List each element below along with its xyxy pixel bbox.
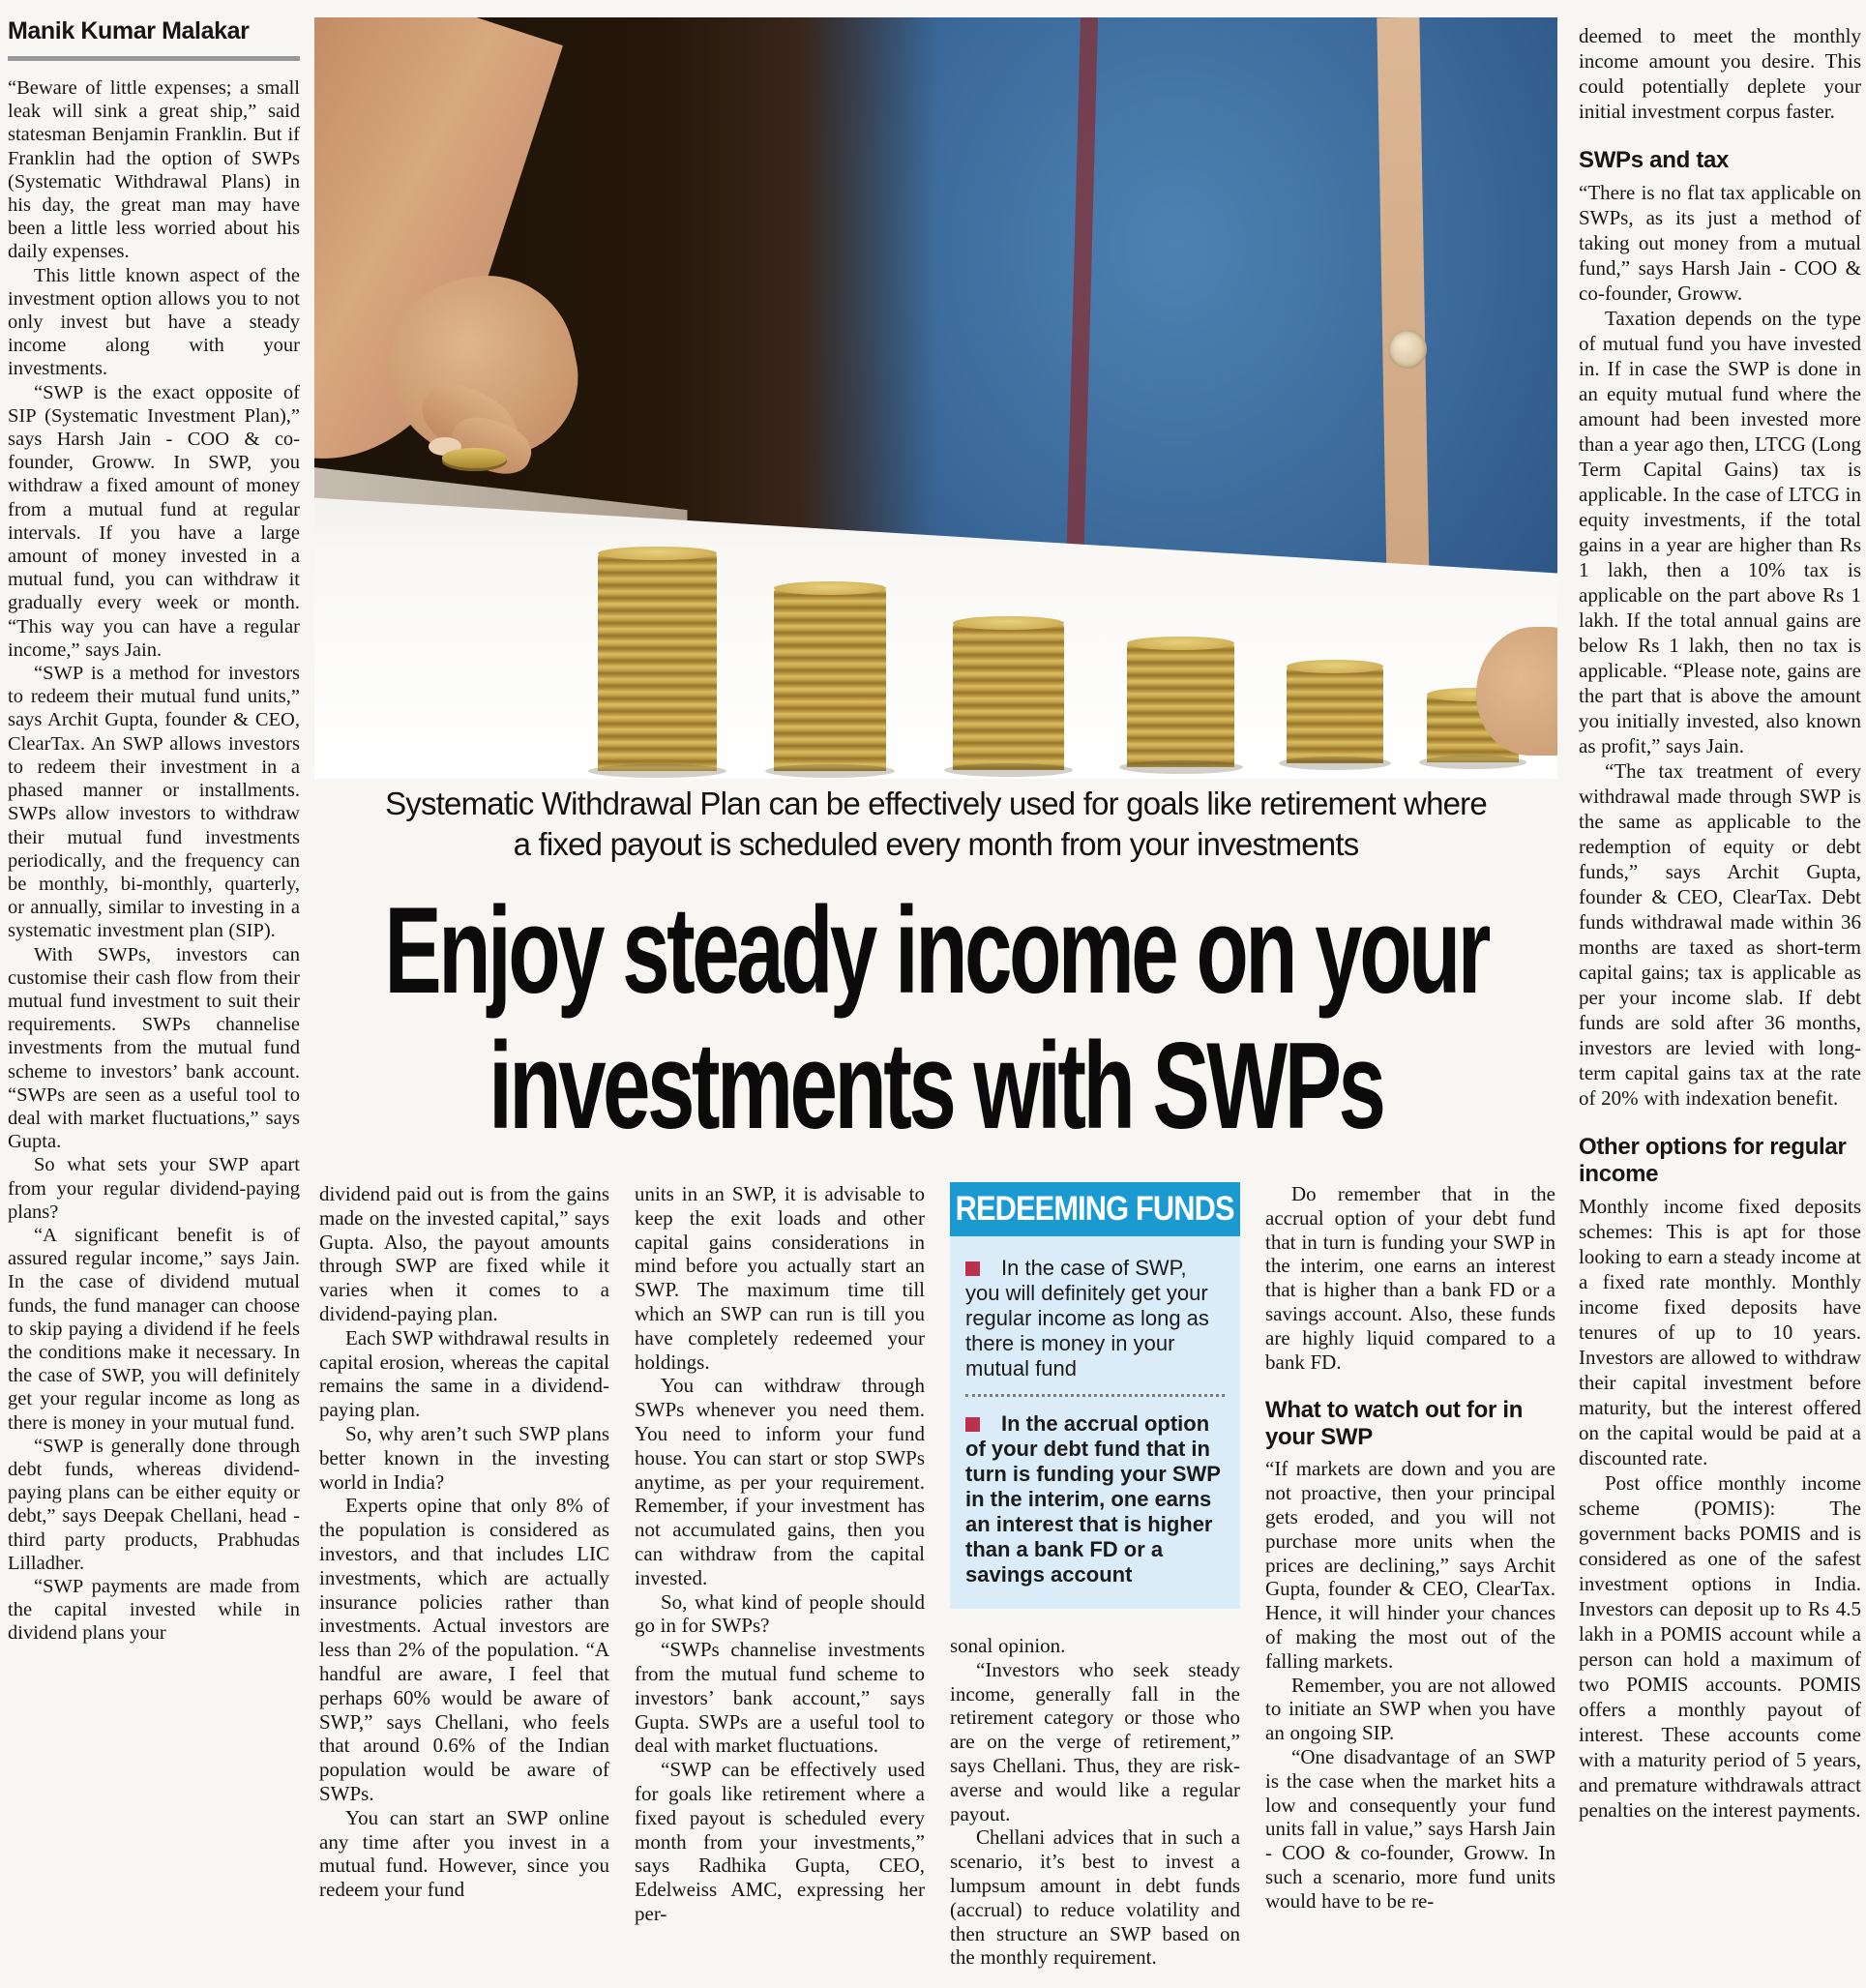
article-paragraph: So, what kind of people should go in for SWPs? [635, 1589, 925, 1638]
article-paragraph: Chellani advices that in such a scenario, it’s best to invest a lumpsum amount in debt funds (accrual) to reduce volatility and then structure an SWP based on the monthly requirement. [950, 1825, 1240, 1970]
article-paragraph: This little known aspect of the investment option allows you to not only invest but have a steady income along with your investments. [8, 264, 300, 380]
coin-stack-2 [774, 588, 886, 771]
article-paragraph: Monthly income fixed deposits schemes: This is apt for those looking to earn a steady income at a fixed rate monthly. Monthly income fixed deposits have tenures of up to 10 years. Investors are allowed to withdraw their capital investment before maturity, but the interest offered on the capital would be paid at a discounted rate. [1579, 1195, 1861, 1469]
infobox-bullet-item [965, 1411, 1225, 1587]
headline-line-2: investments with SWPs [489, 1017, 1383, 1154]
infobox-body [950, 1236, 1240, 1609]
article-paragraph: You can withdraw through SWPs whenever you need them. You need to inform your fund house. You can start or stop SWPs anytime, as per your requirement. Remember, if your investment has not accumulated gains, then you can withdraw from the capital invested. [635, 1374, 925, 1589]
coin-stack-3 [953, 623, 1063, 770]
article-paragraph: “SWP is the exact opposite of SIP (Systematic Investment Plan),” says Harsh Jain - COO & co-founder, Groww. In SWP, you withdraw a fixed amount of money from a mutual fund at regular intervals. If you have a large amount of money invested in a mutual fund, you can withdraw it gradually every week or month. “This way you can have a regular income,” says Jain. [8, 381, 300, 661]
coin-stack-4 [1127, 643, 1234, 767]
article-paragraph: “Beware of little expenses; a small leak will sink a great ship,” said statesman Benjamin Franklin. But if Franklin had the option of SWPs (Systematic Withdrawal Plans) in his day, the great man may have been a little less worried about his daily expenses. [8, 77, 300, 263]
section-subhead: Other options for regular income [1579, 1134, 1847, 1187]
square-bullet-icon [965, 1261, 980, 1276]
coin-stack-1 [598, 553, 717, 771]
article-paragraph: “One disadvantage of an SWP is the case when the market hits a low and consequently your fund units fall in value,” says Harsh Jain - COO & co-founder, Groww. In such a scenario, more fund units would have to be re- [1265, 1744, 1555, 1913]
article-paragraph: dividend paid out is from the gains made on the invested capital,” says Gupta. Also, the payout amounts through SWP are fixed while it varies when it comes to a dividend-paying plan. [319, 1182, 609, 1325]
headline [314, 882, 1557, 1153]
dotted-divider [965, 1394, 1225, 1397]
article-paragraph: deemed to meet the monthly income amount you desire. This could potentially deplete your initial investment corpus faster. [1579, 24, 1861, 123]
right-article-column [1579, 23, 1861, 1983]
left-article-column [8, 17, 300, 1983]
article-paragraph: “SWP payments are made from the capital invested while in dividend plans your [8, 1576, 300, 1645]
article-paragraph: With SWPs, investors can customise their cash flow from their mutual fund investment to suit their requirements. SWPs channelise investments from the mutual fund scheme to investors’ bank account. “SWPs are seen as a useful tool to deal with market fluctuations,” says Gupta. [8, 943, 300, 1153]
body-column-4 [1265, 1182, 1555, 1988]
article-paragraph: units in an SWP, it is advisable to keep the exit loads and other capital gains considerations in mind before you actually start an SWP. The maximum time till which an SWP can run is till you have completely redeemed your holdings. [635, 1182, 925, 1374]
caption-line: a fixed payout is scheduled every month from your investments [513, 826, 1359, 862]
photo-caption [314, 784, 1557, 865]
body-column-1 [319, 1182, 609, 1988]
article-paragraph: “There is no flat tax applicable on SWPs, as its just a method of taking out money from a mutual fund,” says Harsh Jain - COO & co-founder, Groww. [1579, 181, 1861, 305]
coin-stack-5 [1287, 667, 1383, 763]
byline-rule [8, 56, 300, 61]
section-subhead: SWPs and tax [1579, 147, 1730, 173]
redeeming-funds-box [950, 1182, 1240, 1609]
article-paragraph: Remember, you are not allowed to initiate an SWP when you have an ongoing SIP. [1265, 1673, 1555, 1745]
infobox-bullet-text: In the accrual option of your debt fund that in turn is funding your SWP in the interim, one earns an interest that is higher than a bank FD or a savings account [965, 1411, 1221, 1587]
article-paragraph: “SWP is generally done through debt funds, whereas dividend-paying plans can be either equity or debt,” says Deepak Chellani, head - third party products, Prabhudas Lilladher. [8, 1435, 300, 1574]
article-paragraph: Each SWP withdrawal results in capital erosion, whereas the capital remains the same in a dividend-paying plan. [319, 1325, 609, 1422]
article-paragraph: “If markets are down and you are not proactive, then your principal gets eroded, and you will not purchase more units when the prices are declining,” says Archit Gupta, founder & CEO, ClearTax. Hence, it will hinder your chances of making the most out of the falling markets. [1265, 1457, 1555, 1673]
square-bullet-icon [965, 1417, 980, 1432]
body-column-3 [950, 1182, 1240, 1988]
headline-line-1: Enjoy steady income on your [384, 881, 1488, 1019]
infobox-header [950, 1182, 1240, 1236]
article-paragraph: sonal opinion. [950, 1634, 1066, 1657]
article-paragraph: Taxation depends on the type of mutual fund you have invested in. If in case the SWP is done in an equity mutual fund where the amount had been invested more than a year ago then, LTCG (Long Term Capital Gains) tax is applicable. In the case of LTCG in equity investments, if the total gains in a year are higher than Rs 1 lakh, then a 10% tax is applicable on the part above Rs 1 lakh. If the total annual gains are below Rs 1 lakh, then no tax is applicable. “Please note, gains are the part that is above the amount you initially invested, also known as profit,” says Jain. [1579, 307, 1861, 757]
article-paragraph: Do remember that in the accrual option of your debt fund that in turn is funding your SWP in the interim, one earns an interest that is higher than a bank FD or a savings account. Also, these funds are highly liquid compared to a bank FD. [1265, 1182, 1555, 1374]
byline: Manik Kumar Malakar [8, 17, 250, 45]
coin-stacks-photo [314, 17, 1557, 779]
article-paragraph: Post office monthly income scheme (POMIS): The government backs POMIS and is considered as one of the safest investment options in India. Investors can deposit up to Rs 4.5 lakh in a POMIS account while a person can hold a maximum of two POMIS accounts. POMIS offers a monthly payout of interest. These accounts come with a maturity period of 5 years, and premature withdrawals attract penalties on the interest payments. [1579, 1471, 1861, 1822]
infobox-title: REDEEMING FUNDS [956, 1190, 1234, 1228]
article-paragraph: So, why aren’t such SWP plans better known in the investing world in India? [319, 1421, 609, 1494]
article-paragraph: “A significant benefit is of assured regular income,” says Jain. In the case of dividend mutual funds, the fund manager can choose to skip paying a dividend if he feels the conditions make it necessary. In the case of SWP, you will definitely get your regular income as long as there is money in your mutual fund. [8, 1224, 300, 1434]
section-subhead: What to watch out for in your SWP [1265, 1397, 1524, 1451]
article-paragraph: So what sets your SWP apart from your regular dividend-paying plans? [8, 1154, 300, 1223]
article-paragraph: “SWPs channelise investments from the mutual fund scheme to investors’ bank account,” says Gupta. SWPs are a useful tool to deal with market fluctuations. [635, 1638, 925, 1758]
body-columns [319, 1182, 1555, 1988]
article-paragraph: You can start an SWP online any time after you invest in a mutual fund. However, since you redeem your fund [319, 1805, 609, 1902]
article-paragraph: “SWP is a method for investors to redeem their mutual fund units,” says Archit Gupta, founder & CEO, ClearTax. An SWP allows investors to redeem their investment in a phased manner or installments. SWPs allow investors to withdraw their mutual fund investments periodically, and the frequency can be monthly, bi-monthly, quarterly, or annually, similar to investing in a systematic investment plan (SIP). [8, 663, 300, 942]
caption-line: Systematic Withdrawal Plan can be effectively used for goals like retirement where [385, 786, 1487, 821]
article-paragraph: Experts opine that only 8% of the population is considered as investors, and that includes LIC investments, which are actually insurance policies rather than investments. Actual investors are less than 2% of the population. “A handful are aware, I feel that perhaps 60% would be aware of SWP,” says Chellani, who feels that around 0.6% of the Indian population would be aware of SWPs. [319, 1494, 609, 1805]
shirt-button-icon [1388, 330, 1427, 369]
infobox-bullet-text: In the case of SWP, you will definitely get your regular income as long as there is money in your mutual fund [965, 1256, 1209, 1380]
article-paragraph: “Investors who seek steady income, generally fall in the retirement category or those who are on the verge of retirement,” says Chellani. Thus, they are risk-averse and would like a regular payout. [950, 1657, 1240, 1825]
article-paragraph: “SWP can be effectively used for goals like retirement where a fixed payout is scheduled every month from your investments,” says Radhika Gupta, CEO, Edelweiss AMC, expressing her per- [635, 1758, 925, 1925]
held-coin [442, 448, 507, 467]
article-paragraph: “The tax treatment of every withdrawal made through SWP is the same as applicable to the redemption of equity or debt funds,” says Archit Gupta, founder & CEO, ClearTax. Debt funds withdrawal made within 36 months are taxed as short-term capital gains; tax is applicable as per your income slab. If debt funds are sold after 36 months, investors are levied with long-term capital gains tax at the rate of 20% with indexation benefit. [1579, 759, 1861, 1110]
infobox-bullet-item [965, 1256, 1225, 1381]
body-column-2 [635, 1182, 925, 1988]
